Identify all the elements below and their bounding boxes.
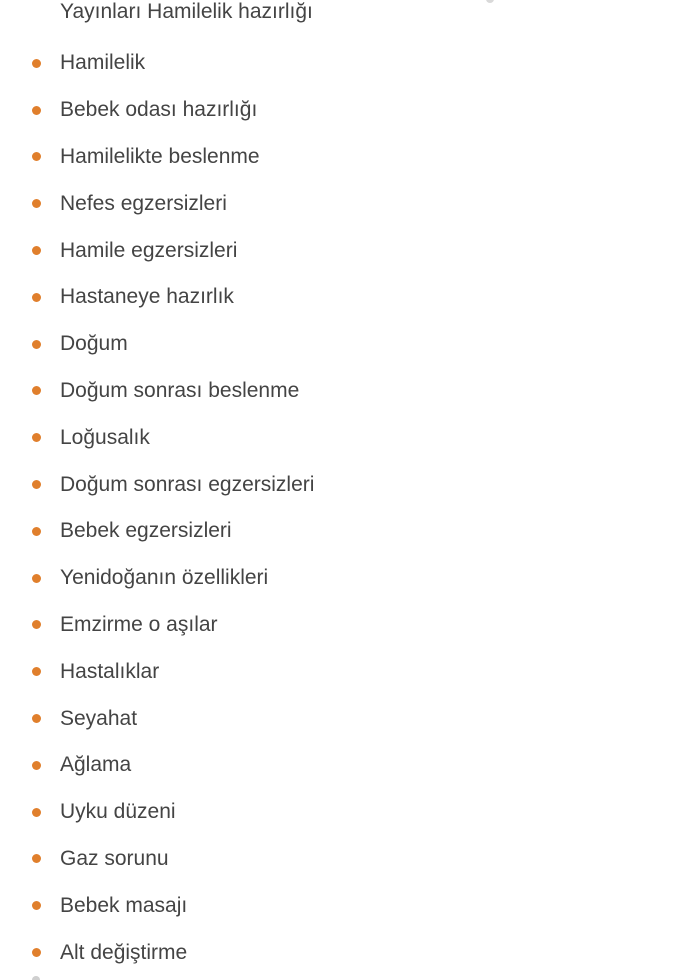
bullet-icon [32,667,41,676]
bullet-icon [32,152,41,161]
bullet-icon [32,854,41,863]
list-item-label: Bebek masajı [60,893,188,917]
list-item [0,742,700,789]
list-item-label: Seyahat [60,706,138,730]
list-item [0,508,700,555]
list-item [0,789,700,836]
bullet-icon [32,761,41,770]
list-item [0,648,700,695]
list-item [0,87,700,134]
bullet-icon [32,574,41,583]
list-item-label: Gaz sorunu [60,846,169,870]
list-item [0,929,700,976]
list-item-label: Doğum sonrası beslenme [60,378,300,402]
list-item [0,414,700,461]
list-item-label: Hamilelik [60,51,146,75]
bullet-icon [32,246,41,255]
bullet-icon [32,386,41,395]
bullet-icon [32,106,41,115]
list-item [0,836,700,883]
bullet-icon [32,433,41,442]
bullet-icon [32,948,41,957]
list-item-label: Emzirme o aşılar [60,612,218,636]
list-item [0,40,700,87]
list-item [0,274,700,321]
list-item [0,461,700,508]
list-item-label: Bebek odası hazırlığı [60,98,258,122]
list-item [0,695,700,742]
bullet-icon [32,59,41,68]
list-item-label: Doğum [60,332,128,356]
list-item-label: Hamile egzersizleri [60,238,238,262]
list-item [0,882,700,929]
bullet-icon [32,620,41,629]
bullet-icon [32,901,41,910]
bullet-icon [32,527,41,536]
list-item-label: Uyku düzeni [60,800,176,824]
list-item-label: Bebek egzersizleri [60,519,232,543]
list-item [0,602,700,649]
list-item [0,134,700,181]
partial-text-line: Yayınları Hamilelik hazırlığı [60,0,313,23]
list-item-label: Hastaneye hazırlık [60,285,234,309]
list-item [0,368,700,415]
list-item-label: Nefes egzersizleri [60,191,227,215]
list-item [0,321,700,368]
list-item [0,180,700,227]
list-item-label: Yenidoğanın özellikleri [60,566,269,590]
bullet-icon [32,808,41,817]
bullet-icon [32,480,41,489]
list-item-label: Alt değiştirme [60,940,188,964]
bullet-icon [32,340,41,349]
list-item-label: Ağlama [60,753,132,777]
bullet-icon [32,199,41,208]
bullet-icon [32,714,41,723]
partial-dot-decoration [486,0,494,3]
bullet-icon [32,293,41,302]
list-item [0,555,700,602]
topic-list [0,40,700,976]
list-item-label: Hamilelikte beslenme [60,144,260,168]
list-item [0,227,700,274]
partial-bullet-decoration [32,976,40,980]
list-item-label: Loğusalık [60,425,150,449]
list-item-label: Doğum sonrası egzersizleri [60,472,315,496]
list-item-label: Hastalıklar [60,659,160,683]
